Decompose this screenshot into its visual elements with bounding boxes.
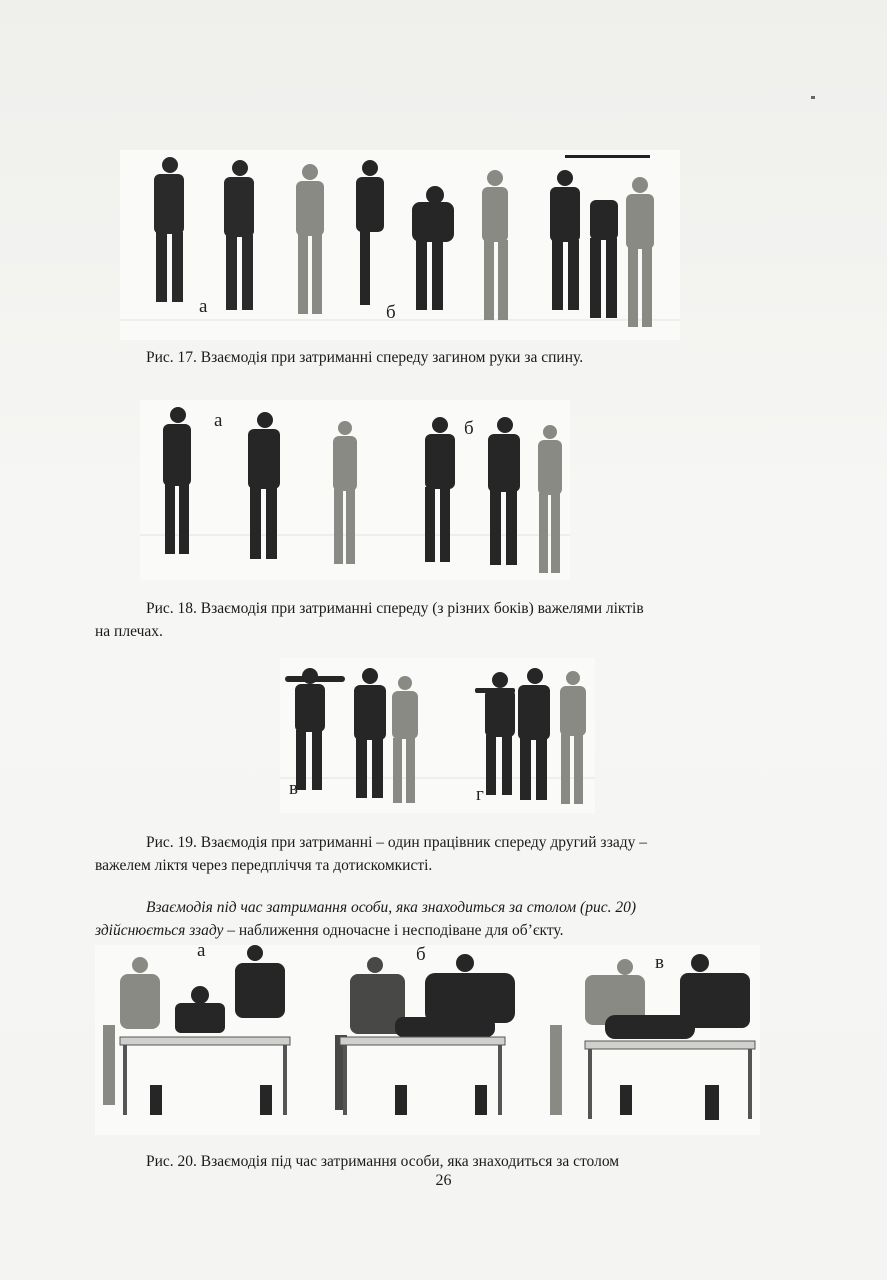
paragraph-line-2: [95, 919, 795, 942]
figure-19-letter-g: г: [476, 784, 484, 805]
figure-18-caption-line-2: на плечах.: [95, 623, 163, 640]
page-number: 26: [435, 1172, 452, 1189]
figure-20-letter-a: а: [197, 940, 206, 961]
figure-20-caption: Рис. 20. Взаємодія під час затримання особи, яка знаходиться за столом: [146, 1153, 620, 1170]
figure-19-photo: [280, 658, 595, 813]
figure-18-letter-a: а: [214, 410, 223, 431]
figure-19-letter-v: в: [289, 778, 298, 799]
figure-19-caption-line-1: Рис. 19. Взаємодія при затриманні – один працівник спереду другий ззаду –: [146, 834, 647, 851]
figure-18-image: [140, 400, 570, 580]
figure-17-letter-b: б: [386, 302, 396, 323]
figure-17-letter-a: а: [199, 296, 208, 317]
figure-17-caption: Рис. 17. Взаємодія при затриманні спереду загином руки за спину.: [146, 349, 584, 366]
figure-19-image: [280, 658, 595, 813]
figure-18-caption-line-1: Рис. 18. Взаємодія при затриманні спереду (з різних боків) важелями ліктів: [146, 600, 644, 617]
paragraph-line-1: Взаємодія під час затримання особи, яка знаходиться за столом (рис. 20): [146, 899, 636, 916]
figure-18-photo: [140, 400, 570, 580]
paragraph-line-2-italic: здійснюється ззаду: [95, 922, 224, 939]
figure-19-caption-line-2: важелем ліктя через передпліччя та дотискомкисті.: [95, 857, 433, 874]
figure-20-letter-v: в: [655, 952, 664, 973]
paragraph-line-2-rest: – наближення одночасне і несподіване для об’єкту.: [223, 922, 564, 939]
figure-18-letter-b: б: [464, 418, 474, 439]
figure-20-letter-b: б: [416, 944, 426, 965]
scan-mark: [811, 96, 815, 99]
